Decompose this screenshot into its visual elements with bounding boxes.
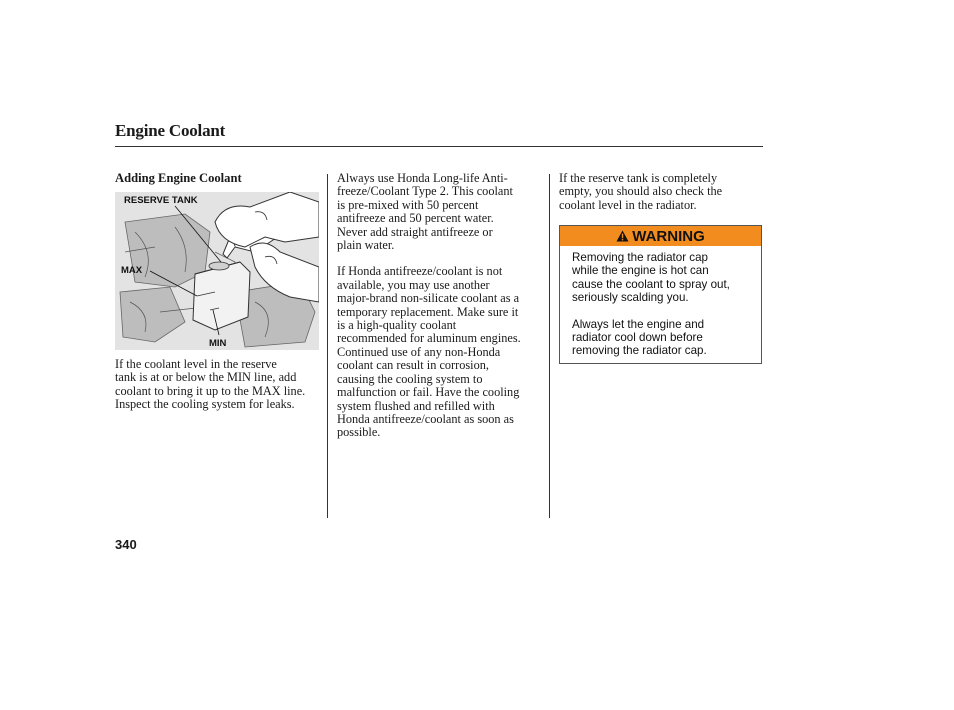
warning-paragraph-1	[572, 251, 751, 305]
column-divider-2	[549, 174, 550, 518]
body-line: empty, you should also check the	[559, 184, 723, 199]
body-line: possible.	[337, 425, 381, 440]
warning-line: Removing the radiator cap	[572, 251, 708, 264]
max-label: MAX	[121, 265, 143, 276]
body-line: freeze/Coolant Type 2. This coolant	[337, 184, 513, 199]
body-line: antifreeze and 50 percent water.	[337, 211, 494, 226]
warning-line: cause the coolant to spray out,	[572, 277, 730, 291]
body-line: system flushed and refilled with	[337, 398, 495, 413]
warning-box	[559, 225, 762, 364]
min-label: MIN	[209, 338, 227, 349]
column-3	[559, 172, 764, 212]
warning-line: removing the radiator cap.	[572, 344, 707, 358]
body-line: Honda antifreeze/coolant as soon as	[337, 411, 514, 426]
warning-line: radiator cool down before	[572, 331, 703, 345]
body-line: is a high-quality coolant	[337, 318, 457, 333]
body-line: tank is at or below the MIN line, add	[115, 370, 297, 385]
page-number: 340	[115, 537, 137, 552]
body-line: temporary replacement. Make sure it	[337, 304, 519, 319]
body-line: Never add straight antifreeze or	[337, 224, 493, 239]
body-line: major-brand non-silicate coolant as a	[337, 291, 520, 306]
column-divider-1	[327, 174, 328, 518]
body-line: coolant to bring it up to the MAX line.	[115, 383, 306, 398]
warning-triangle-icon	[616, 230, 629, 242]
body-line: malfunction or fail. Have the cooling	[337, 385, 520, 400]
warning-label: WARNING	[632, 227, 705, 245]
column-2	[337, 172, 545, 440]
warning-line: seriously scalding you.	[572, 291, 689, 305]
reserve-tank-figure	[115, 192, 319, 350]
body-line: plain water.	[337, 238, 395, 253]
warning-header	[560, 226, 761, 246]
body-line: Continued use of any non-Honda	[337, 344, 501, 359]
warning-line: while the engine is hot can	[572, 264, 709, 278]
body-line: recommended for aluminum engines.	[337, 331, 521, 346]
body-line: If the coolant level in the reserve	[115, 357, 277, 371]
warning-paragraph-2	[572, 318, 751, 358]
reserve-tank-label: RESERVE TANK	[124, 195, 198, 206]
title-divider	[115, 146, 763, 147]
page-title: Engine Coolant	[115, 121, 226, 140]
body-line: available, you may use another	[337, 277, 490, 292]
column-1-body	[115, 358, 325, 412]
warning-line: Always let the engine and	[572, 317, 705, 331]
column-1	[115, 172, 325, 192]
body-line: causing the cooling system to	[337, 371, 483, 386]
body-line: If the reserve tank is completely	[559, 171, 718, 185]
body-line: Always use Honda Long-life Anti-	[337, 171, 508, 185]
body-line: is pre-mixed with 50 percent	[337, 197, 479, 212]
warning-body	[560, 246, 761, 358]
body-line: coolant level in the radiator.	[559, 197, 697, 212]
section-subheading: Adding Engine Coolant	[115, 171, 242, 185]
engine-bay-illustration	[115, 192, 319, 350]
body-line: If Honda antifreeze/coolant is not	[337, 264, 503, 279]
body-line: coolant can result in corrosion,	[337, 358, 489, 373]
body-line: Inspect the cooling system for leaks.	[115, 397, 295, 412]
